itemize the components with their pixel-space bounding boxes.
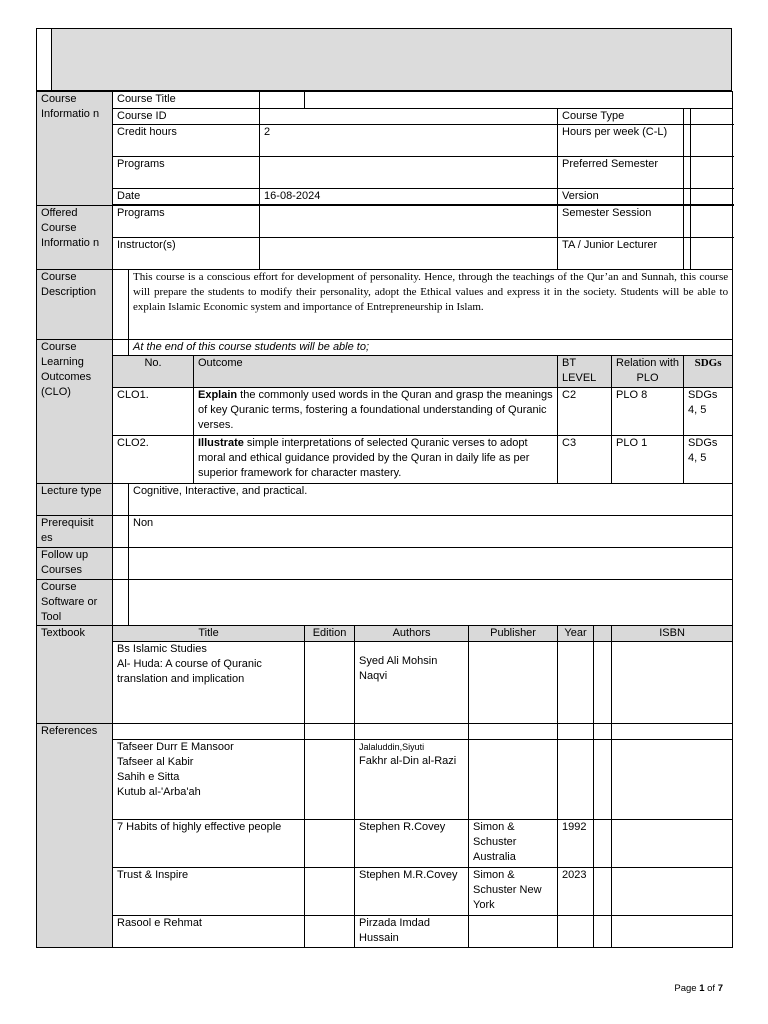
- clo1-text: the commonly used words in the Quran and grasp the meanings of key Quranic terms, fostering a foundational understanding of Quranic verses.: [198, 389, 553, 431]
- description-margin: [113, 270, 129, 340]
- ta-label: TA / Junior Lecturer: [558, 238, 684, 270]
- hours-per-week-extra: [691, 125, 733, 157]
- clo2-verb: Illustrate: [198, 437, 244, 449]
- instructors-value: [260, 238, 558, 270]
- references-spacer: [305, 724, 355, 740]
- textbook-authors: Syed Ali Mohsin Naqvi: [355, 642, 469, 724]
- ref2-year: 1992: [558, 820, 594, 868]
- clo1-outcome: [194, 388, 558, 436]
- ref-title-line: 7 Habits of highly effective people: [117, 821, 282, 833]
- follow-up-margin: [113, 548, 129, 580]
- page-current: 1: [699, 983, 705, 994]
- credit-hours-label: Credit hours: [113, 125, 260, 157]
- ref1-isbn: [612, 740, 733, 820]
- ta-extra: [691, 238, 733, 270]
- ref1-publisher: [469, 740, 558, 820]
- ref3-year: 2023: [558, 868, 594, 916]
- version-label: Version: [558, 189, 684, 205]
- ref4-blank: [594, 916, 612, 948]
- clo-header-sdgs: SDGs: [684, 356, 733, 388]
- clo1-verb: Explain: [198, 389, 238, 401]
- ref1-blank: [594, 740, 612, 820]
- references-spacer: [355, 724, 469, 740]
- clo1-bt: C2: [558, 388, 612, 436]
- textbook-title-line: Al- Huda: A course of Quranic translation and implication: [117, 658, 262, 685]
- ref-author-line: Fakhr al-Din al-Razi: [359, 755, 457, 767]
- course-title-value: [305, 92, 733, 109]
- software-value: [129, 580, 733, 626]
- ref4-authors: [355, 916, 469, 948]
- follow-up-value: [129, 548, 733, 580]
- software-margin: [113, 580, 129, 626]
- lecture-type-margin: [113, 484, 129, 516]
- ref3-isbn: [612, 868, 733, 916]
- textbook-blank: [594, 642, 612, 724]
- credit-hours-value: 2: [260, 125, 558, 157]
- offered-programs-value: [260, 206, 558, 238]
- ref3-blank: [594, 868, 612, 916]
- course-type-value: [684, 109, 691, 125]
- references-spacer: [594, 724, 612, 740]
- textbook-publisher: [469, 642, 558, 724]
- ref2-title: [113, 820, 305, 868]
- textbook-label: Textbook: [37, 626, 113, 724]
- course-type-extra: [691, 109, 733, 125]
- clo2-text: simple interpretations of selected Quranic verses to adopt moral and ethical guidance provided by the Quran in daily life as per superior framework for character mastery.: [198, 437, 530, 479]
- ref4-isbn: [612, 916, 733, 948]
- ref4-title: [113, 916, 305, 948]
- ref3-edition: [305, 868, 355, 916]
- clo-label: Course Learning Outcomes (CLO): [37, 340, 113, 484]
- clo1-plo: PLO 8: [612, 388, 684, 436]
- textbook-edition: [305, 642, 355, 724]
- course-info-label: Course Informatio n: [37, 92, 113, 206]
- description-text: This course is a conscious effort for development of personality. Hence, through the teachings of the Qur’an and Sunnah, this course will prepare the students to modify their personality, adopt the Ethical values and express it in the society. Students will be able to explain Islamic Economic system and importance of Entrepreneurship in Islam.: [129, 270, 733, 340]
- ref2-isbn: [612, 820, 733, 868]
- clo-header-outcome: Outcome: [194, 356, 558, 388]
- textbook-header-edition: Edition: [305, 626, 355, 642]
- offered-programs-label: Programs: [113, 206, 260, 238]
- ref-title-line: Tafseer Durr E Mansoor: [117, 741, 234, 753]
- ref1-authors: [355, 740, 469, 820]
- hours-per-week-label: Hours per week (C-L): [558, 125, 684, 157]
- ref-title-line: Tafseer al Kabir: [117, 756, 194, 768]
- ref2-publisher: Simon & Schuster Australia: [469, 820, 558, 868]
- offered-info-label: Offered Course Informatio n: [37, 206, 113, 270]
- course-id-label: Course ID: [113, 109, 260, 125]
- preferred-semester-extra: [691, 157, 733, 189]
- ref4-year: [558, 916, 594, 948]
- software-label: Course Software or Tool: [37, 580, 113, 626]
- ref-author-line: Stephen R.Covey: [359, 821, 446, 833]
- textbook-year: [558, 642, 594, 724]
- page-total: 7: [717, 983, 723, 994]
- references-spacer: [113, 724, 305, 740]
- ref3-publisher: Simon & Schuster New York: [469, 868, 558, 916]
- semester-session-value: [684, 206, 691, 238]
- ref3-authors: [355, 868, 469, 916]
- textbook-header-year: Year: [558, 626, 594, 642]
- ref-title-line: Trust & Inspire: [117, 869, 189, 881]
- ref2-authors: [355, 820, 469, 868]
- ref-title-line: Sahih e Sitta: [117, 771, 180, 783]
- course-title-label: Course Title: [113, 92, 260, 109]
- ref4-publisher: [469, 916, 558, 948]
- lecture-type-label: Lecture type: [37, 484, 113, 516]
- clo-header-plo: Relation with PLO: [612, 356, 684, 388]
- clo2-bt: C3: [558, 436, 612, 484]
- ref1-year: [558, 740, 594, 820]
- clo2-sdgs: SDGs 4, 5: [684, 436, 733, 484]
- page-number: [674, 983, 723, 994]
- follow-up-label: Follow up Courses: [37, 548, 113, 580]
- textbook-header-isbn: ISBN: [612, 626, 733, 642]
- version-extra: [691, 189, 733, 205]
- references-spacer: [612, 724, 733, 740]
- ref4-edition: [305, 916, 355, 948]
- hours-per-week-value: [684, 125, 691, 157]
- description-label: Course Description: [37, 270, 113, 340]
- page-prefix: Page: [674, 983, 700, 994]
- ref3-title: [113, 868, 305, 916]
- prerequisites-label: Prerequisit es: [37, 516, 113, 548]
- ta-value: [684, 238, 691, 270]
- prerequisites-margin: [113, 516, 129, 548]
- references-spacer: [558, 724, 594, 740]
- textbook-title: [113, 642, 305, 724]
- programs-value: [260, 157, 558, 189]
- references-spacer: [469, 724, 558, 740]
- textbook-title-line: Bs Islamic Studies: [117, 643, 207, 655]
- ref2-edition: [305, 820, 355, 868]
- header-logo-cell: [36, 28, 52, 91]
- textbook-header-blank: [594, 626, 612, 642]
- prerequisites-value: Non: [129, 516, 733, 548]
- ref-author-line: Stephen M.R.Covey: [359, 869, 458, 881]
- page-mid: of: [704, 983, 718, 994]
- clo1-no: CLO1.: [113, 388, 194, 436]
- references-label: References: [37, 724, 113, 948]
- semester-session-extra: [691, 206, 733, 238]
- ref1-edition: [305, 740, 355, 820]
- clo2-no: CLO2.: [113, 436, 194, 484]
- instructors-label: Instructor(s): [113, 238, 260, 270]
- version-value: [684, 189, 691, 205]
- textbook-header-authors: Authors: [355, 626, 469, 642]
- clo1-sdgs: SDGs 4, 5: [684, 388, 733, 436]
- clo-header-no: No.: [113, 356, 194, 388]
- semester-session-label: Semester Session: [558, 206, 684, 238]
- date-value: 16-08-2024: [260, 189, 558, 205]
- header-banner: [36, 28, 732, 91]
- date-label: Date: [113, 189, 260, 205]
- clo-header-bt: BT LEVEL: [558, 356, 612, 388]
- textbook-header-publisher: Publisher: [469, 626, 558, 642]
- clo-intro: At the end of this course students will be able to;: [129, 340, 733, 356]
- programs-label: Programs: [113, 157, 260, 189]
- course-id-value: [260, 109, 558, 125]
- ref2-blank: [594, 820, 612, 868]
- ref-title-line: Kutub al-'Arba'ah: [117, 786, 201, 798]
- clo2-plo: PLO 1: [612, 436, 684, 484]
- ref-author-line: Pirzada Imdad Hussain: [359, 917, 430, 944]
- ref-author-line: Jalaluddin,Siyuti: [359, 742, 425, 752]
- clo2-outcome: [194, 436, 558, 484]
- lecture-type-value: Cognitive, Interactive, and practical.: [129, 484, 733, 516]
- preferred-semester-value: [684, 157, 691, 189]
- textbook-isbn: [612, 642, 733, 724]
- preferred-semester-label: Preferred Semester: [558, 157, 684, 189]
- textbook-header-title: Title: [113, 626, 305, 642]
- ref-title-line: Rasool e Rehmat: [117, 917, 202, 929]
- ref1-title: [113, 740, 305, 820]
- course-title-mark: [260, 92, 305, 109]
- course-type-label: Course Type: [558, 109, 684, 125]
- clo-margin: [113, 340, 129, 356]
- course-outline-table: [36, 91, 733, 948]
